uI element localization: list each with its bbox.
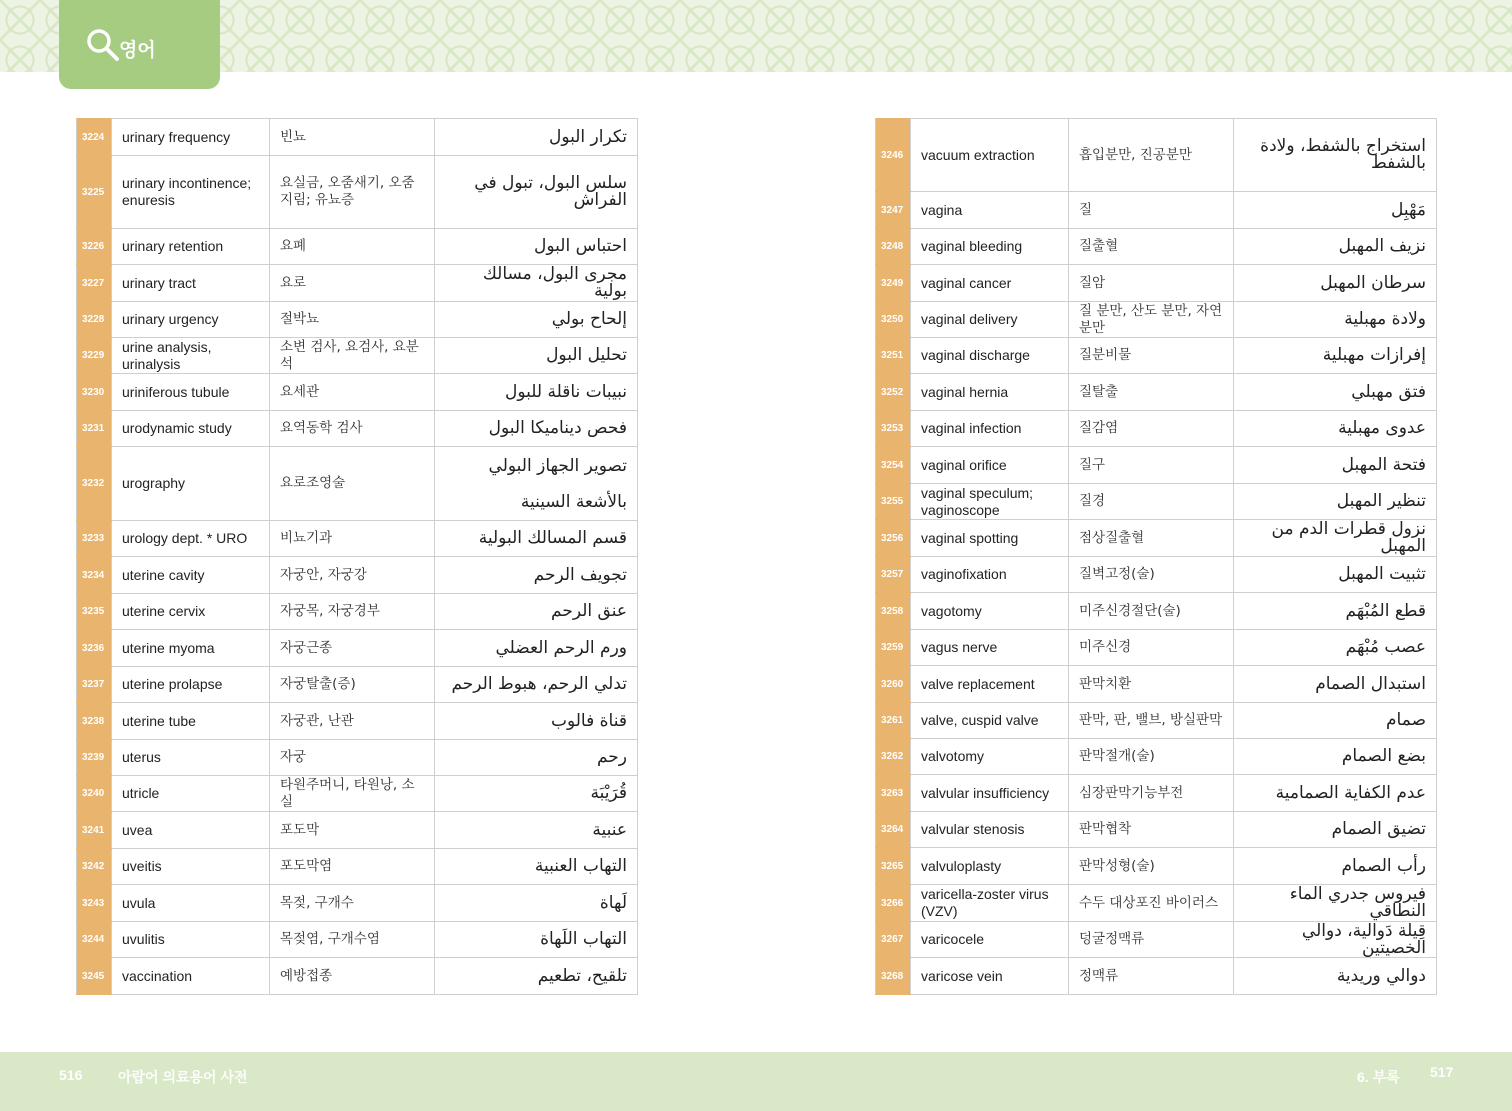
entry-number: 3254 [876,447,911,484]
table-row [876,739,1437,775]
magnifier-icon [85,27,121,63]
table-row [77,338,638,374]
entry-number: 3268 [876,958,911,995]
korean-term: 판막성형(술) [1069,848,1234,885]
korean-term: 질경 [1069,484,1234,520]
english-term: valvuloplasty [911,848,1069,885]
korean-term: 요역동학 검사 [270,411,435,447]
english-term: uterine cavity [112,557,270,594]
entry-number: 3252 [876,374,911,411]
entry-number: 3266 [876,885,911,922]
korean-term: 빈뇨 [270,119,435,156]
arabic-term: التهاب العنبية [435,849,638,885]
arabic-term: التهاب اللَهاة [435,922,638,958]
table-row [876,848,1437,885]
entry-number: 3235 [77,594,112,630]
table-row [876,775,1437,812]
entry-number: 3260 [876,666,911,703]
table-row [77,119,638,156]
entry-number: 3258 [876,593,911,630]
arabic-term: بضع الصمام [1234,739,1437,775]
korean-term: 예방접종 [270,958,435,995]
korean-term: 질 [1069,192,1234,229]
english-term: valvular stenosis [911,812,1069,848]
korean-term: 질구 [1069,447,1234,484]
entry-number: 3225 [77,156,112,229]
korean-term: 요로조영술 [270,447,435,521]
table-row [876,593,1437,630]
table-row [876,922,1437,958]
arabic-term: قسم المسالك البولية [435,521,638,557]
korean-term: 판막치환 [1069,666,1234,703]
korean-term: 요로 [270,265,435,302]
english-term: uveitis [112,849,270,885]
english-term: urography [112,447,270,521]
english-term: utricle [112,776,270,812]
korean-term: 미주신경 [1069,630,1234,666]
table-row [876,447,1437,484]
arabic-term: عدوى مهبلية [1234,411,1437,447]
korean-term: 질암 [1069,265,1234,302]
arabic-term: فيروس جدري الماء النطاقي [1234,885,1437,922]
entry-number: 3236 [77,630,112,667]
english-term: valvotomy [911,739,1069,775]
korean-term: 자궁안, 자궁강 [270,557,435,594]
table-row [876,265,1437,302]
section-tab [59,0,220,89]
english-term: uterine cervix [112,594,270,630]
english-term: urinary incontinence; enuresis [112,156,270,229]
english-term: uvea [112,812,270,849]
table-row [876,229,1437,265]
arabic-term: سلس البول، تبول في الفراش [435,156,638,229]
english-term: uriniferous tubule [112,374,270,411]
entry-number: 3249 [876,265,911,302]
table-row [876,630,1437,666]
english-term: vacuum extraction [911,119,1069,192]
english-term: urine analysis, urinalysis [112,338,270,374]
arabic-term: ورم الرحم العضلي [435,630,638,667]
arabic-term: احتباس البول [435,229,638,265]
entry-number: 3241 [77,812,112,849]
page-footer [0,1052,1512,1111]
entry-number: 3263 [876,775,911,812]
entry-number: 3253 [876,411,911,447]
entry-number: 3227 [77,265,112,302]
english-term: vaginal hernia [911,374,1069,411]
arabic-term: تثبيت المهبل [1234,557,1437,593]
table-row [77,265,638,302]
arabic-term: تكرار البول [435,119,638,156]
table-row [876,520,1437,557]
english-term: vagotomy [911,593,1069,630]
korean-term: 요세관 [270,374,435,411]
arabic-term: فتق مهبلي [1234,374,1437,411]
table-row [77,812,638,849]
arabic-term: صمام [1234,703,1437,739]
english-term: vaginofixation [911,557,1069,593]
table-row [77,156,638,229]
arabic-term: قطع المُبْهَم [1234,593,1437,630]
table-row [876,666,1437,703]
table-row [77,958,638,995]
table-row [876,484,1437,520]
korean-term: 소변 검사, 요검사, 요분석 [270,338,435,374]
english-term: varicella-zoster virus (VZV) [911,885,1069,922]
table-row [876,557,1437,593]
korean-term: 점상질출혈 [1069,520,1234,557]
arabic-term: تدلي الرحم، هبوط الرحم [435,667,638,703]
korean-term: 자궁근종 [270,630,435,667]
entry-number: 3262 [876,739,911,775]
arabic-term: استخراج بالشفط، ولادة بالشفط [1234,119,1437,192]
arabic-term: تضيق الصمام [1234,812,1437,848]
english-term: urinary frequency [112,119,270,156]
entry-number: 3245 [77,958,112,995]
entry-number: 3234 [77,557,112,594]
korean-term: 질벽고정(술) [1069,557,1234,593]
table-row [876,703,1437,739]
entry-number: 3261 [876,703,911,739]
arabic-term: رأب الصمام [1234,848,1437,885]
entry-number: 3250 [876,302,911,338]
korean-term: 타원주머니, 타원낭, 소실 [270,776,435,812]
english-term: uvula [112,885,270,922]
entry-number: 3232 [77,447,112,521]
entry-number: 3259 [876,630,911,666]
table-row [77,776,638,812]
arabic-term: إلحاح بولي [435,302,638,338]
table-row [77,521,638,557]
arabic-term: فتحة المهبل [1234,447,1437,484]
english-term: urinary tract [112,265,270,302]
right-dictionary-table [875,118,1437,995]
english-term: vaginal speculum; vaginoscope [911,484,1069,520]
arabic-term: تحليل البول [435,338,638,374]
entry-number: 3267 [876,922,911,958]
arabic-term: سرطان المهبل [1234,265,1437,302]
entry-number: 3265 [876,848,911,885]
english-term: vaginal spotting [911,520,1069,557]
arabic-term: إفرازات مهبلية [1234,338,1437,374]
arabic-term: استبدال الصمام [1234,666,1437,703]
korean-term: 심장판막기능부전 [1069,775,1234,812]
entry-number: 3243 [77,885,112,922]
entry-number: 3248 [876,229,911,265]
korean-term: 질감염 [1069,411,1234,447]
arabic-term: عصب مُبْهَم [1234,630,1437,666]
korean-term: 포도막 [270,812,435,849]
korean-term: 절박뇨 [270,302,435,338]
table-row [77,557,638,594]
entry-number: 3239 [77,740,112,776]
arabic-term: قِيلة دَوالية، دوالي الخصيتين [1234,922,1437,958]
english-term: vagina [911,192,1069,229]
korean-term: 판막, 판, 밸브, 방실판막 [1069,703,1234,739]
english-term: uterine tube [112,703,270,740]
page-number-left: 516 [59,1067,83,1083]
arabic-term: دوالي وريدية [1234,958,1437,995]
english-term: uterine prolapse [112,667,270,703]
entry-number: 3247 [876,192,911,229]
table-row [77,885,638,922]
entry-number: 3228 [77,302,112,338]
arabic-term: نزول قطرات الدم من المهبل [1234,520,1437,557]
arabic-term: تلقيح، تطعيم [435,958,638,995]
entry-number: 3231 [77,411,112,447]
book-title: 아랍어 의료용어 사전 [118,1069,248,1085]
table-row [77,703,638,740]
korean-term: 미주신경절단(술) [1069,593,1234,630]
korean-term: 판막절개(술) [1069,739,1234,775]
arabic-term: تصوير الجهاز البولي بالأشعة السينية [435,447,638,521]
section-name: 6. 부록 [1357,1069,1400,1085]
english-term: vaginal discharge [911,338,1069,374]
korean-term: 질탈출 [1069,374,1234,411]
table-row [77,922,638,958]
arabic-term: عنق الرحم [435,594,638,630]
entry-number: 3226 [77,229,112,265]
entry-number: 3244 [77,922,112,958]
arabic-term: نزيف المهبل [1234,229,1437,265]
arabic-term: قناة فالوب [435,703,638,740]
arabic-term: رحم [435,740,638,776]
table-row [876,338,1437,374]
table-row [77,667,638,703]
korean-term: 질출혈 [1069,229,1234,265]
korean-term: 요실금, 오줌새기, 오줌지림; 유뇨증 [270,156,435,229]
entry-number: 3237 [77,667,112,703]
entry-number: 3240 [77,776,112,812]
table-row [77,630,638,667]
page-number-right: 517 [1430,1064,1454,1080]
arabic-term: عدم الكفاية الصمامية [1234,775,1437,812]
korean-term: 자궁탈출(증) [270,667,435,703]
korean-term: 질 분만, 산도 분만, 자연 분만 [1069,302,1234,338]
english-term: vaginal cancer [911,265,1069,302]
english-term: valve, cuspid valve [911,703,1069,739]
arabic-term: عنبية [435,812,638,849]
english-term: vaginal infection [911,411,1069,447]
table-row [77,849,638,885]
section-tab-label: 영어 [119,40,156,61]
arabic-term: فحص ديناميكا البول [435,411,638,447]
english-term: uvulitis [112,922,270,958]
table-row [77,740,638,776]
english-term: vaginal orifice [911,447,1069,484]
korean-term: 자궁목, 자궁경부 [270,594,435,630]
korean-term: 비뇨기과 [270,521,435,557]
table-row [876,374,1437,411]
korean-term: 질분비물 [1069,338,1234,374]
korean-term: 목젖염, 구개수염 [270,922,435,958]
korean-term: 덩굴정맥류 [1069,922,1234,958]
english-term: urodynamic study [112,411,270,447]
table-row [77,594,638,630]
english-term: urinary urgency [112,302,270,338]
table-row [77,374,638,411]
table-row [77,302,638,338]
korean-term: 흡입분만, 진공분만 [1069,119,1234,192]
table-row [876,885,1437,922]
korean-term: 자궁 [270,740,435,776]
entry-number: 3229 [77,338,112,374]
entry-number: 3230 [77,374,112,411]
entry-number: 3233 [77,521,112,557]
table-row [77,229,638,265]
arabic-term: نبيبات ناقلة للبول [435,374,638,411]
entry-number: 3256 [876,520,911,557]
korean-term: 포도막염 [270,849,435,885]
english-term: varicose vein [911,958,1069,995]
english-term: uterus [112,740,270,776]
english-term: urology dept. * URO [112,521,270,557]
table-row [876,192,1437,229]
entry-number: 3264 [876,812,911,848]
table-row [876,119,1437,192]
english-term: varicocele [911,922,1069,958]
english-term: urinary retention [112,229,270,265]
entry-number: 3246 [876,119,911,192]
english-term: valve replacement [911,666,1069,703]
arabic-term: تجويف الرحم [435,557,638,594]
english-term: uterine myoma [112,630,270,667]
table-row [876,411,1437,447]
entry-number: 3224 [77,119,112,156]
entry-number: 3238 [77,703,112,740]
arabic-term: قُرَيْبَة [435,776,638,812]
korean-term: 정맥류 [1069,958,1234,995]
entry-number: 3255 [876,484,911,520]
arabic-term: تنظير المهبل [1234,484,1437,520]
english-term: vagus nerve [911,630,1069,666]
arabic-term: مجرى البول، مسالك بولية [435,265,638,302]
english-term: valvular insufficiency [911,775,1069,812]
korean-term: 수두 대상포진 바이러스 [1069,885,1234,922]
english-term: vaginal delivery [911,302,1069,338]
decorative-pattern-band [0,0,1512,72]
korean-term: 목젖, 구개수 [270,885,435,922]
korean-term: 판막협착 [1069,812,1234,848]
arabic-term: لَهاة [435,885,638,922]
english-term: vaccination [112,958,270,995]
korean-term: 요폐 [270,229,435,265]
table-row [876,302,1437,338]
arabic-term: مَهْبِل [1234,192,1437,229]
entry-number: 3257 [876,557,911,593]
table-row [876,958,1437,995]
table-row [77,447,638,521]
entry-number: 3242 [77,849,112,885]
english-term: vaginal bleeding [911,229,1069,265]
arabic-term: ولادة مهبلية [1234,302,1437,338]
left-dictionary-table [76,118,638,995]
korean-term: 자궁관, 난관 [270,703,435,740]
table-row [876,812,1437,848]
entry-number: 3251 [876,338,911,374]
table-row [77,411,638,447]
